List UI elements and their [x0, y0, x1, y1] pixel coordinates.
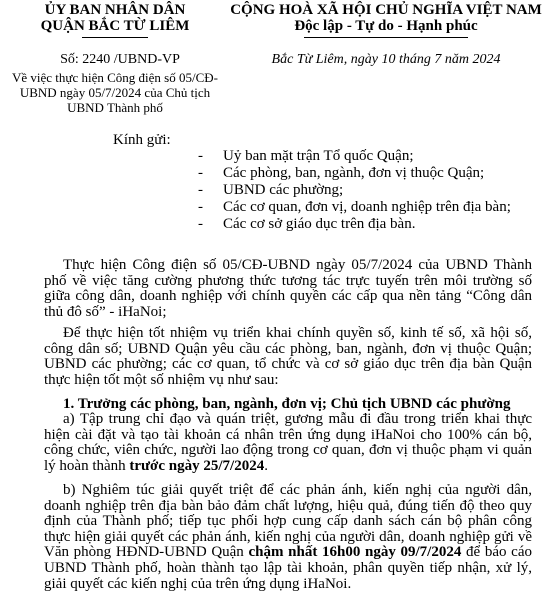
document-number: Số: 2240 /UBND-VP: [60, 52, 180, 67]
item-b-text: b) Nghiêm túc giải quyết triệt để các phản ánh, kiến nghị của người dân, doanh nghiệp trên địa bàn bảo đảm chất lượng, hiệu quả, đúng tiến độ theo quy định của Thành phố; tiếp tục phối hợp cung cấp danh sách cán bộ phân công thực hiện giải quyết các phản ánh, kiến nghị của người dân, doanh nghiệp gửi về Văn phòng HĐND-UBND Quận: [44, 482, 532, 561]
national-title: CỘNG HOÀ XÃ HỘI CHỦ NGHĨA VIỆT NAM: [230, 2, 542, 18]
section-heading-1: 1. Trưởng các phòng, ban, ngành, đơn vị; Chủ tịch UBND các phường: [63, 396, 511, 412]
document-subject: Về việc thực hiện Công điện số 05/CĐ-UBND ngày 05/7/2024 của Chủ tịch UBND Thành phố: [12, 70, 218, 115]
paragraph-intro: Thực hiện Công điện số 05/CĐ-UBND ngày 05/7/2024 của UBND Thành phố về việc tăng cường phương thức tương tác trực tuyến trên môi trường số giữa công dân, doanh nghiệp với chính quyền các cấp qua nền tảng “Công dân thủ đô số” - iHaNoi;: [44, 257, 532, 320]
recipient-item: - Các phòng, ban, ngành, đơn vị thuộc Quận;: [195, 165, 511, 182]
place-and-date: Bắc Từ Liêm, ngày 10 tháng 7 năm 2024: [271, 52, 501, 67]
recipient-item: - Các cơ sở giáo dục trên địa bàn.: [195, 216, 511, 233]
item-a-end: .: [264, 457, 268, 474]
item-a-deadline: trước ngày 25/7/2024: [129, 457, 265, 474]
item-a-text: a) Tập trung chỉ đạo và quán triệt, gương mẫu đi đầu trong triển khai thực hiện cài đặt và tạo tài khoản cá nhân trên ứng dụng iHaNoi cho 100% cán bộ, công chức, viên chức, người lao động trong cơ quan, đơn vị thuộc phạm vi quản lý hoàn thành: [44, 411, 532, 474]
issuing-district: QUẬN BẮC TỪ LIÊM: [40, 18, 190, 34]
recipient-item: - Uỷ ban mặt trận Tổ quốc Quận;: [195, 148, 511, 165]
national-motto: Độc lập - Tự do - Hạnh phúc: [294, 18, 478, 34]
paragraph-item-b: [44, 483, 532, 592]
salutation: Kính gửi:: [113, 132, 171, 148]
recipient-item: - UBND các phường;: [195, 182, 511, 199]
authority-underline: [82, 37, 148, 38]
item-b-end: để báo cáo UBND Thành phố, hoàn thành tạo lập tài khoản, phân quyền tiếp nhận, xử lý, giải quyết các kiến nghị của trên ứng dụng iHaNoi.: [44, 544, 532, 592]
paragraph-item-a: [44, 412, 532, 474]
item-b-deadline: chậm nhất 16h00 ngày 09/7/2024: [248, 544, 462, 561]
issuing-authority: ỦY BAN NHÂN DÂN: [44, 2, 186, 18]
recipient-item: - Các cơ quan, đơn vị, doanh nghiệp trên địa bàn;: [195, 199, 511, 216]
paragraph-requirement: Để thực hiện tốt nhiệm vụ triển khai chính quyền số, kinh tế số, xã hội số, công dân số; UBND Quận yêu cầu các phòng, ban, ngành, đơn vị thuộc Quận; UBND các phường; các cơ quan, tổ chức và cơ sở giáo dục trên địa bàn Quận thực hiện tốt một số nhiệm vụ như sau:: [44, 325, 532, 388]
motto-underline: [304, 37, 468, 38]
recipient-list: [195, 148, 511, 233]
